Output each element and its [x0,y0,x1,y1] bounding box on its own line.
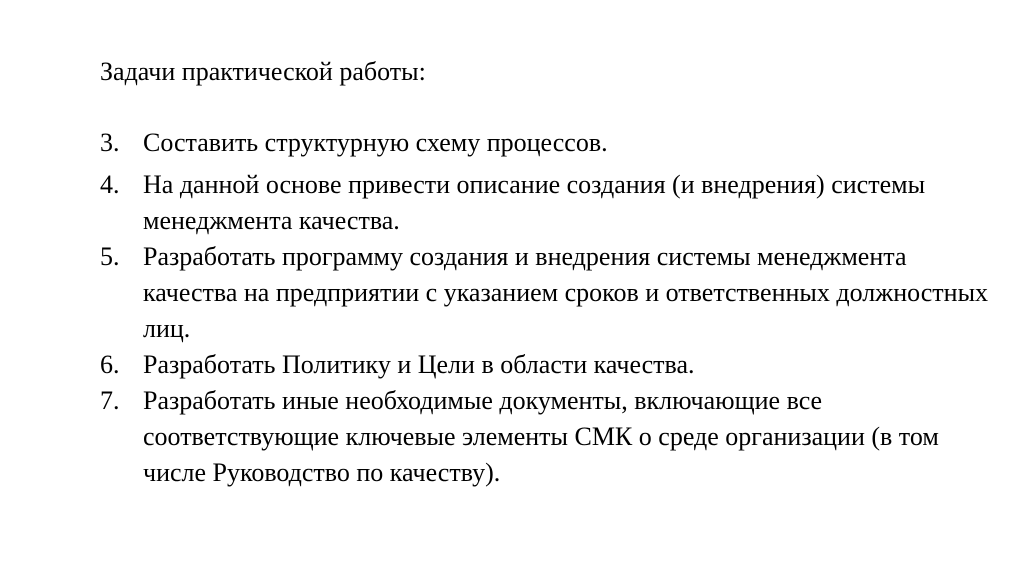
slide-title: Задачи практической работы: [100,57,426,86]
list-item-number: 4. [100,170,120,199]
list-item [100,383,1000,491]
list-item-number: 3. [100,128,120,157]
list-item-text: Составить структурную схему процессов. [143,128,608,157]
list-item-number: 7. [100,386,120,415]
list-item-text: Разработать программу создания и внедрения системы менеджмента качества на предприятии с указанием сроков и ответственных должностных лиц. [143,242,989,343]
list-item [100,347,1000,383]
task-list [100,125,1000,491]
list-item [100,239,1000,347]
list-item-number: 6. [100,350,120,379]
list-item-number: 5. [100,242,120,271]
list-item [100,125,1000,161]
list-item-text: Разработать иные необходимые документы, включающие все соответствующие ключевые элементы СМК о среде организации (в том числе Руководство по качеству). [143,386,939,487]
list-item-text: На данной основе привести описание создания (и внедрения) системы менеджмента качества. [143,170,926,235]
list-item [100,167,1000,239]
list-item-text: Разработать Политику и Цели в области качества. [143,350,695,379]
